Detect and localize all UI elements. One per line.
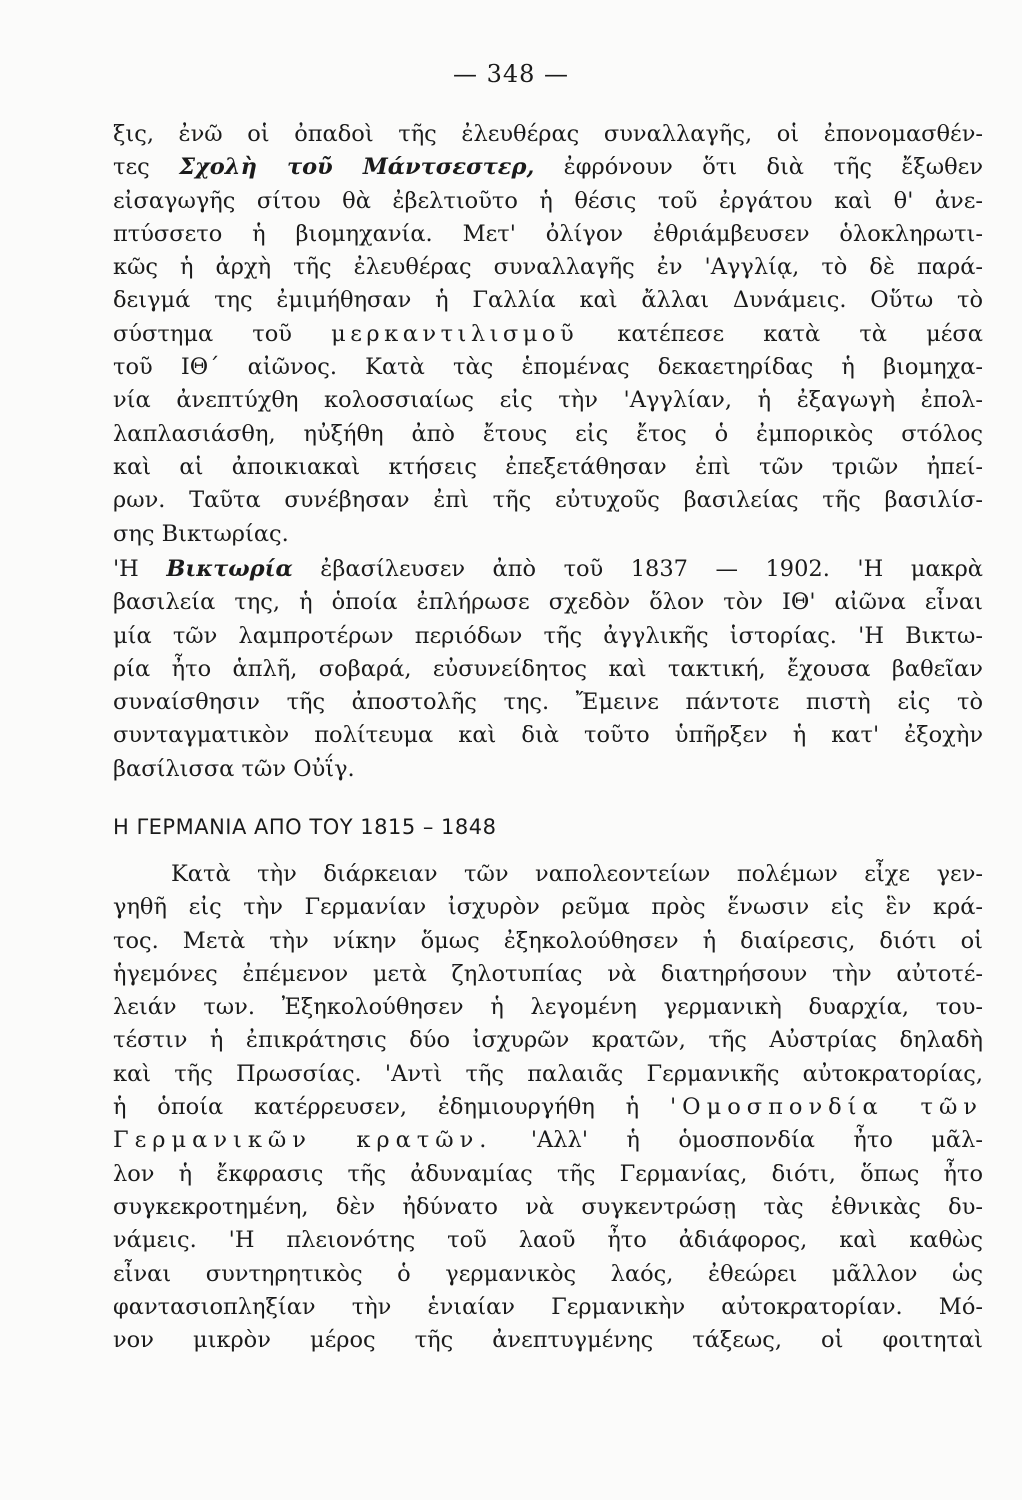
text-run: 'Η — [113, 556, 167, 582]
text-run: σύστημα τοῦ — [113, 320, 332, 347]
text-line: βασιλεία της, ἡ ὁποία ἐπλήρωσε σχεδὸν ὅλον τὸν ΙΘ' αἰῶνα εἶναι — [113, 589, 983, 616]
text-line: συγκεκροτημένη, δὲν ἠδύνατο νὰ συγκεντρώσῃ τὰς ἐθνικὰς δυ- — [113, 1193, 983, 1220]
text-line: λαπλασιάσθη, ηὐξήθη ἀπὸ ἔτους εἰς ἔτος ὁ ἐμπορικὸς στόλος — [113, 420, 983, 447]
text-line: μία τῶν λαμπροτέρων περιόδων τῆς ἀγγλικῆς ἱστορίας. 'Η Βικτω- — [113, 622, 983, 649]
text-line: εἶναι συντηρητικὸς ὁ γερμανικὸς λαός, ἐθεώρει μᾶλλον ὡς — [113, 1260, 983, 1287]
section-heading: Η ΓΕΡΜΑΝΙΑ ΑΠΟ ΤΟΥ 1815 – 1848 — [113, 815, 497, 839]
text-line: καὶ αἱ ἀποικιακαὶ κτήσεις ἐπεξετάθησαν ἐπὶ τῶν τριῶν ἠπεί- — [113, 453, 983, 480]
emphasis-manchester-school: Σχολὴ τοῦ Μάντσεστερ, — [179, 154, 535, 181]
text-run: 'Αλλ' ἡ ὁμοσπονδία ἦτο μᾶλ- — [492, 1127, 983, 1154]
text-line — [113, 1091, 983, 1124]
text-line: ἡγεμόνες ἐπέμενον μετὰ ζηλοτυπίας νὰ διατηρήσουν τὴν αὐτοτέ- — [113, 960, 983, 987]
paragraph-germany — [113, 858, 983, 1357]
text-line: νία ἀνεπτύχθη κολοσσιαίως εἰς τὴν 'Αγγλίαν, ἡ ἐξαγωγὴ ἐπολ- — [113, 387, 983, 414]
spaced-term-confederation: 'Ομοσπονδία τῶν — [669, 1094, 983, 1121]
text-run: κατέπεσε κατὰ τὰ μέσα — [578, 320, 983, 347]
text-line: ρία ἦτο ἁπλῆ, σοβαρά, εὐσυνείδητος καὶ τακτική, ἔχουσα βαθεῖαν — [113, 655, 983, 682]
text-line: πτύσσετο ἡ βιομηχανία. Μετ' ὀλίγον ἐθριάμβευσεν ὁλοκληρωτι- — [113, 220, 983, 247]
text-line — [113, 553, 983, 586]
paragraph-free-trade — [113, 118, 983, 551]
spaced-term-german-states: Γερμανικῶν κρατῶν. — [113, 1127, 493, 1154]
text-run: ἡ ὁποία κατέρρευσεν, ἐδημιουργήθη ἡ — [113, 1094, 670, 1121]
text-line: εἰσαγωγῆς σίτου θὰ ἐβελτιοῦτο ἡ θέσις τοῦ ἐργάτου καὶ θ' ἀνε- — [113, 187, 983, 214]
text-line: νάμεις. 'Η πλειονότης τοῦ λαοῦ ἦτο ἀδιάφορος, καὶ καθὼς — [113, 1227, 983, 1254]
text-line: τοῦ ΙΘ΄ αἰῶνος. Κατὰ τὰς ἑπομένας δεκαετηρίδας ἡ βιομηχα- — [113, 354, 983, 381]
text-line: νον μικρὸν μέρος τῆς ἀνεπτυγμένης τάξεως, οἱ φοιτηταὶ — [113, 1327, 983, 1354]
page-number: — 348 — — [452, 60, 570, 88]
text-run: τες — [113, 154, 180, 181]
text-line — [113, 151, 983, 184]
emphasis-victoria: Βικτωρία — [166, 556, 293, 582]
text-line — [113, 1124, 983, 1157]
spaced-term-mercantilism: μερκαντιλισμοῦ — [331, 320, 579, 347]
text-line: γηθῆ εἰς τὴν Γερμανίαν ἰσχυρὸν ρεῦμα πρὸς ἕνωσιν εἰς ἓν κρά- — [113, 894, 983, 921]
text-line — [113, 318, 983, 351]
text-line: δειγμά της ἐμιμήθησαν ἡ Γαλλία καὶ ἄλλαι Δυνάμεις. Οὕτω τὸ — [113, 287, 983, 314]
text-line: Κατὰ τὴν διάρκειαν τῶν ναπολεοντείων πολέμων εἶχε γεν- — [171, 861, 983, 887]
text-line: συναίσθησιν τῆς ἀποστολῆς της. Ἔμεινε πάντοτε πιστὴ εἰς τὸ — [113, 689, 983, 716]
text-line: λον ἡ ἔκφρασις τῆς ἀδυναμίας τῆς Γερμανίας, διότι, ὅπως ἦτο — [113, 1160, 983, 1187]
text-line: ξις, ἐνῶ οἱ ὀπαδοὶ τῆς ἐλευθέρας συναλλαγῆς, οἱ ἐπονομασθέν- — [113, 121, 983, 147]
text-line: σης Βικτωρίας. — [113, 520, 289, 547]
text-line: κῶς ἡ ἀρχὴ τῆς ἐλευθέρας συναλλαγῆς ἐν 'Αγγλίᾳ, τὸ δὲ παρά- — [113, 254, 983, 281]
text-line: ρων. Ταῦτα συνέβησαν ἐπὶ τῆς εὐτυχοῦς βασιλείας τῆς βασιλίσ- — [113, 487, 983, 514]
paragraph-victoria — [113, 553, 983, 786]
text-run: ἐβασίλευσεν ἀπὸ τοῦ 1837 — 1902. 'Η μακρὰ — [292, 556, 983, 582]
text-line: συνταγματικὸν πολίτευμα καὶ διὰ τοῦτο ὑπῆρξεν ἡ κατ' ἐξοχὴν — [113, 722, 983, 749]
text-line: τος. Μετὰ τὴν νίκην ὅμως ἐξηκολούθησεν ἡ διαίρεσις, διότι οἱ — [113, 927, 983, 954]
text-line: καὶ τῆς Πρωσσίας. 'Αντὶ τῆς παλαιᾶς Γερμανικῆς αὐτοκρατορίας, — [113, 1060, 983, 1087]
text-line: τέστιν ἡ ἐπικράτησις δύο ἰσχυρῶν κρατῶν, τῆς Αὐστρίας δηλαδὴ — [113, 1027, 983, 1054]
text-line: λειάν των. Ἐξηκολούθησεν ἡ λεγομένη γερμανικὴ δυαρχία, του- — [113, 994, 983, 1021]
text-line: βασίλισσα τῶν Οὐΐγ. — [113, 755, 355, 782]
text-run: ἐφρόνουν ὅτι διὰ τῆς ἔξωθεν — [534, 154, 983, 181]
text-line: φαντασιοπληξίαν τὴν ἑνιαίαν Γερμανικὴν αὐτοκρατορίαν. Μό- — [113, 1293, 983, 1320]
